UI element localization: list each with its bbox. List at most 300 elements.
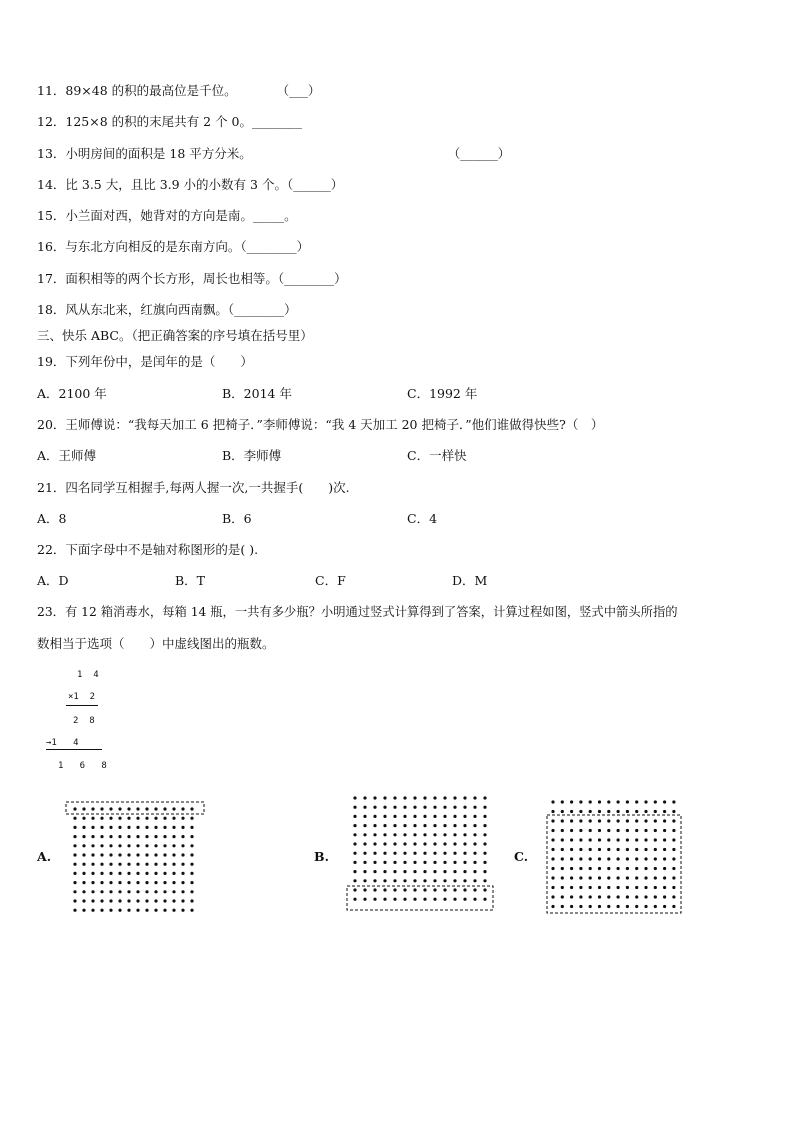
dot	[136, 881, 139, 884]
dot	[413, 833, 416, 836]
dot	[579, 838, 582, 841]
dot	[589, 895, 592, 898]
dot	[145, 817, 148, 820]
dot	[73, 872, 76, 875]
dot	[654, 905, 657, 908]
option-b-label[interactable]: B.	[314, 849, 329, 864]
dot	[109, 863, 112, 866]
dot	[672, 895, 675, 898]
dot	[91, 826, 94, 829]
dot	[635, 876, 638, 879]
dot	[393, 852, 396, 855]
option-b[interactable]: B．6	[222, 511, 252, 526]
dot	[154, 909, 157, 912]
dot	[570, 886, 573, 889]
dot	[607, 867, 610, 870]
dot	[393, 806, 396, 809]
dot	[190, 817, 193, 820]
dot	[73, 807, 76, 810]
dot	[100, 909, 103, 912]
dot	[136, 872, 139, 875]
dot	[82, 826, 85, 829]
dot	[443, 796, 446, 799]
dashed-highlight	[347, 886, 493, 910]
option-b[interactable]: B．李师傅	[222, 448, 282, 463]
dot	[172, 853, 175, 856]
dot	[172, 909, 175, 912]
answer-blank[interactable]: （___）	[276, 83, 321, 98]
dot	[127, 853, 130, 856]
dot	[561, 838, 564, 841]
dot	[644, 886, 647, 889]
dot	[190, 807, 193, 810]
dot	[145, 835, 148, 838]
dot	[82, 881, 85, 884]
question-17	[37, 271, 347, 287]
dot	[181, 863, 184, 866]
dot	[373, 898, 376, 901]
dot	[363, 833, 366, 836]
dot	[433, 861, 436, 864]
question-23-line2: 数相当于选项（ ）中虚线图出的瓶数。	[37, 636, 275, 651]
dot	[589, 838, 592, 841]
dot	[473, 796, 476, 799]
dot	[644, 905, 647, 908]
dot	[163, 807, 166, 810]
dot	[654, 800, 657, 803]
dot	[82, 844, 85, 847]
dot	[383, 842, 386, 845]
dot	[403, 842, 406, 845]
dot	[136, 853, 139, 856]
dot	[353, 870, 356, 873]
dot	[617, 857, 620, 860]
dot	[393, 861, 396, 864]
dot	[626, 905, 629, 908]
dot	[383, 852, 386, 855]
dot	[413, 888, 416, 891]
dot	[672, 819, 675, 822]
option-c[interactable]: C．F	[315, 573, 346, 588]
dot	[473, 852, 476, 855]
dot	[100, 899, 103, 902]
question-text: 125×8 的积的末尾共有 2 个 0。	[65, 114, 252, 129]
option-c-label[interactable]: C.	[514, 849, 529, 864]
dot	[109, 872, 112, 875]
dot	[589, 905, 592, 908]
dot	[136, 863, 139, 866]
dot	[579, 867, 582, 870]
dot	[423, 806, 426, 809]
dot	[118, 853, 121, 856]
dot	[644, 876, 647, 879]
dot	[617, 838, 620, 841]
question-12	[37, 114, 302, 130]
dot	[100, 890, 103, 893]
dot	[607, 838, 610, 841]
dot	[136, 817, 139, 820]
dot	[100, 807, 103, 810]
dot	[483, 833, 486, 836]
option-a[interactable]: A．8	[37, 511, 67, 526]
dot	[154, 835, 157, 838]
dot	[363, 842, 366, 845]
dot	[163, 826, 166, 829]
dot	[136, 826, 139, 829]
dot	[109, 899, 112, 902]
dot	[561, 800, 564, 803]
dot	[598, 895, 601, 898]
dot	[363, 861, 366, 864]
dot	[561, 905, 564, 908]
dot	[181, 881, 184, 884]
dot	[433, 796, 436, 799]
dot	[172, 899, 175, 902]
dot	[635, 829, 638, 832]
dot	[163, 835, 166, 838]
dot	[579, 857, 582, 860]
dot	[433, 806, 436, 809]
dot	[118, 835, 121, 838]
dot	[561, 819, 564, 822]
dot	[551, 838, 554, 841]
dot	[607, 819, 610, 822]
dot	[463, 870, 466, 873]
dot	[561, 876, 564, 879]
dot	[373, 833, 376, 836]
dot	[154, 826, 157, 829]
dot	[551, 800, 554, 803]
dot	[353, 852, 356, 855]
dot	[91, 872, 94, 875]
dot	[393, 842, 396, 845]
dot	[453, 842, 456, 845]
dot	[551, 905, 554, 908]
dot	[127, 863, 130, 866]
dot	[91, 807, 94, 810]
dot	[363, 796, 366, 799]
dot	[598, 886, 601, 889]
dot	[118, 909, 121, 912]
dot	[672, 876, 675, 879]
answer-blank[interactable]: ________	[252, 114, 302, 129]
dot	[393, 888, 396, 891]
dot	[109, 890, 112, 893]
option-c[interactable]: C．4	[407, 511, 438, 526]
dot-grid-c	[544, 795, 694, 920]
dot	[654, 810, 657, 813]
dot	[91, 881, 94, 884]
dot	[453, 852, 456, 855]
answer-blank[interactable]: （________）	[240, 239, 310, 254]
dot	[73, 835, 76, 838]
dot	[607, 829, 610, 832]
dot	[109, 844, 112, 847]
dot	[172, 826, 175, 829]
dot	[463, 824, 466, 827]
dot	[353, 824, 356, 827]
option-a[interactable]: A．2100 年	[37, 386, 107, 401]
dot	[163, 881, 166, 884]
option-b[interactable]: B．2014 年	[222, 386, 292, 401]
dot	[181, 853, 184, 856]
question-19: 19．下列年份中，是闰年的是（ ）	[37, 354, 253, 369]
dot	[145, 872, 148, 875]
dot	[663, 800, 666, 803]
dot	[100, 844, 103, 847]
option-b[interactable]: B．T	[175, 573, 206, 588]
question-11	[37, 83, 320, 99]
dot	[443, 842, 446, 845]
dot	[551, 886, 554, 889]
dot	[163, 872, 166, 875]
dot	[163, 899, 166, 902]
dot	[403, 833, 406, 836]
calc-rule	[46, 749, 102, 750]
calc-row-5: 1 6 8	[58, 761, 107, 771]
dot	[626, 829, 629, 832]
option-c[interactable]: C．一样快	[407, 448, 467, 463]
dot	[100, 817, 103, 820]
dot	[483, 842, 486, 845]
dot	[598, 838, 601, 841]
question-text: 风从东北来，红旗向西南飘。	[65, 302, 228, 317]
dot	[561, 810, 564, 813]
answer-blank[interactable]: （______）	[286, 177, 344, 192]
dot	[363, 815, 366, 818]
dot	[443, 898, 446, 901]
dot	[154, 807, 157, 810]
dot	[383, 861, 386, 864]
dot	[579, 886, 582, 889]
dot	[570, 800, 573, 803]
dot	[145, 899, 148, 902]
dot	[100, 863, 103, 866]
dot	[443, 852, 446, 855]
dot	[626, 886, 629, 889]
option-a[interactable]: A．王师傅	[37, 448, 97, 463]
question-13	[37, 146, 510, 162]
dot	[118, 872, 121, 875]
dot	[473, 842, 476, 845]
dot	[423, 824, 426, 827]
dot	[635, 838, 638, 841]
dot	[644, 810, 647, 813]
dot	[423, 852, 426, 855]
dot	[598, 905, 601, 908]
dot	[463, 898, 466, 901]
question-23-line1: 23．有 12 箱消毒水，每箱 14 瓶，一共有多少瓶？小明通过竖式计算得到了答案，计算过程如图，竖式中箭头所指的	[37, 605, 678, 619]
dot	[433, 879, 436, 882]
option-a-label[interactable]: A.	[37, 849, 52, 864]
dot	[403, 898, 406, 901]
dot	[413, 852, 416, 855]
dot	[181, 835, 184, 838]
dot	[181, 890, 184, 893]
dot	[617, 867, 620, 870]
dot	[663, 838, 666, 841]
dot	[136, 835, 139, 838]
dot	[172, 817, 175, 820]
dot	[654, 886, 657, 889]
dot	[483, 888, 486, 891]
dot	[91, 890, 94, 893]
dot	[373, 879, 376, 882]
dot	[190, 844, 193, 847]
dot	[663, 867, 666, 870]
dot	[551, 895, 554, 898]
question-number: 14．	[37, 177, 66, 192]
dot	[373, 806, 376, 809]
dot	[73, 817, 76, 820]
dot	[136, 909, 139, 912]
dot	[579, 800, 582, 803]
question-15	[37, 208, 297, 224]
dot	[413, 796, 416, 799]
dot	[353, 806, 356, 809]
dot	[453, 870, 456, 873]
dot	[353, 833, 356, 836]
dot	[403, 861, 406, 864]
dot	[423, 870, 426, 873]
dot	[644, 829, 647, 832]
dot	[403, 870, 406, 873]
calc-rule	[66, 705, 98, 706]
answer-blank[interactable]: _____。	[252, 208, 297, 223]
option-c[interactable]: C．1992 年	[407, 386, 478, 401]
dot	[579, 829, 582, 832]
dot	[663, 810, 666, 813]
dot	[181, 872, 184, 875]
dot	[100, 872, 103, 875]
dot	[644, 857, 647, 860]
dot	[570, 810, 573, 813]
dot	[463, 842, 466, 845]
dot	[570, 857, 573, 860]
dot	[413, 842, 416, 845]
dot	[393, 898, 396, 901]
dot	[109, 909, 112, 912]
dot	[413, 815, 416, 818]
dot	[353, 888, 356, 891]
dot	[598, 819, 601, 822]
dot	[82, 817, 85, 820]
dot	[172, 844, 175, 847]
dot	[463, 888, 466, 891]
dot	[118, 899, 121, 902]
dot	[654, 857, 657, 860]
dot	[423, 833, 426, 836]
dot	[433, 842, 436, 845]
dot	[190, 872, 193, 875]
dot	[163, 863, 166, 866]
dot	[483, 796, 486, 799]
dot	[463, 796, 466, 799]
dot	[118, 844, 121, 847]
dot	[163, 909, 166, 912]
dot-grid-a	[62, 800, 212, 920]
dot	[172, 807, 175, 810]
dot	[127, 835, 130, 838]
dot	[635, 810, 638, 813]
dot	[672, 848, 675, 851]
dot	[433, 852, 436, 855]
dot	[145, 909, 148, 912]
dot	[73, 909, 76, 912]
dot	[473, 870, 476, 873]
dot	[363, 824, 366, 827]
dot	[453, 879, 456, 882]
dot	[73, 899, 76, 902]
dot	[589, 810, 592, 813]
dot	[443, 870, 446, 873]
question-text: 与东北方向相反的是东南方向。	[65, 239, 241, 254]
question-number: 11．	[37, 83, 66, 98]
dot	[644, 838, 647, 841]
dot	[181, 807, 184, 810]
dot	[190, 826, 193, 829]
dot	[163, 817, 166, 820]
dot	[163, 853, 166, 856]
dot	[363, 806, 366, 809]
dot	[393, 815, 396, 818]
dot	[663, 905, 666, 908]
dot	[551, 848, 554, 851]
answer-blank[interactable]: （______）	[447, 146, 511, 161]
answer-blank[interactable]: （________）	[227, 302, 297, 317]
dot	[617, 800, 620, 803]
question-number: 18．	[37, 302, 66, 317]
dot	[672, 886, 675, 889]
answer-blank[interactable]: （________）	[277, 271, 347, 286]
dot	[589, 867, 592, 870]
dot	[73, 863, 76, 866]
dot	[423, 861, 426, 864]
dot	[483, 806, 486, 809]
dot	[598, 876, 601, 879]
dot	[617, 905, 620, 908]
dot	[598, 848, 601, 851]
dot	[363, 852, 366, 855]
dot	[373, 870, 376, 873]
dot	[423, 796, 426, 799]
dot	[393, 824, 396, 827]
dot	[73, 844, 76, 847]
dot	[118, 817, 121, 820]
dot	[154, 899, 157, 902]
dot	[190, 863, 193, 866]
dot	[473, 898, 476, 901]
dot	[109, 881, 112, 884]
dot	[463, 815, 466, 818]
dot	[607, 876, 610, 879]
dot	[393, 870, 396, 873]
dot	[589, 886, 592, 889]
option-a[interactable]: A．D	[37, 573, 69, 588]
dot	[635, 905, 638, 908]
dot	[551, 876, 554, 879]
dot	[617, 848, 620, 851]
dot	[91, 817, 94, 820]
dot	[654, 895, 657, 898]
dot	[433, 898, 436, 901]
dot	[483, 861, 486, 864]
dot	[598, 867, 601, 870]
dot	[443, 861, 446, 864]
dot	[127, 881, 130, 884]
option-d[interactable]: D．M	[452, 573, 488, 588]
dot	[423, 888, 426, 891]
